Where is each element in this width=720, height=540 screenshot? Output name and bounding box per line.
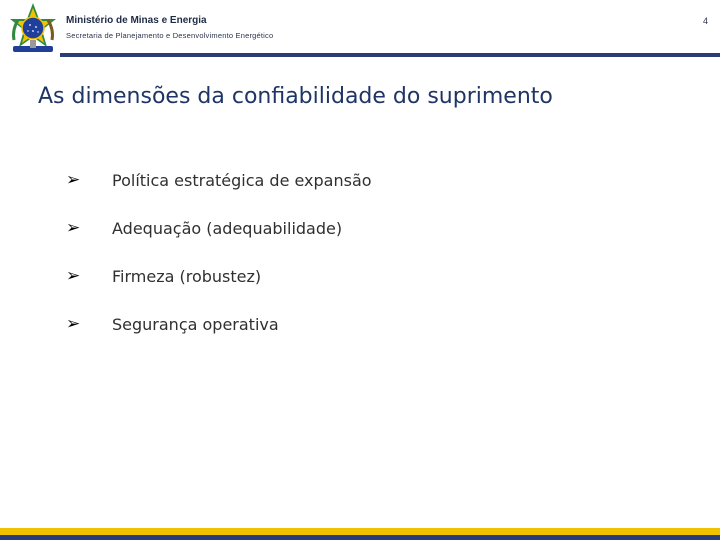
- page-number: 4: [702, 16, 708, 26]
- slide-title: As dimensões da confiabilidade do suprimento: [38, 84, 553, 109]
- arrowhead-bullet-icon: ➢: [66, 218, 81, 238]
- bullet-text: Segurança operativa: [112, 314, 279, 334]
- footer-navy-band: [0, 535, 720, 540]
- footer-gold-band: [0, 528, 720, 535]
- slide-header: [0, 0, 720, 58]
- ministry-name: Ministério de Minas e Energia: [66, 15, 207, 26]
- bullet-list: [66, 156, 372, 348]
- arrowhead-bullet-icon: ➢: [66, 314, 81, 334]
- list-item: [66, 252, 372, 300]
- list-item: [66, 156, 372, 204]
- bullet-text: Adequação (adequabilidade): [112, 218, 343, 238]
- brazil-coat-of-arms-icon: [6, 2, 60, 56]
- list-item: [66, 300, 372, 348]
- bullet-text: Firmeza (robustez): [112, 266, 262, 286]
- list-item: [66, 204, 372, 252]
- arrowhead-bullet-icon: ➢: [66, 170, 81, 190]
- header-divider: [60, 53, 720, 57]
- bullet-text: Política estratégica de expansão: [112, 170, 372, 190]
- arrowhead-bullet-icon: ➢: [66, 266, 81, 286]
- secretaria-name: Secretaria de Planejamento e Desenvolvimento Energético: [66, 31, 274, 40]
